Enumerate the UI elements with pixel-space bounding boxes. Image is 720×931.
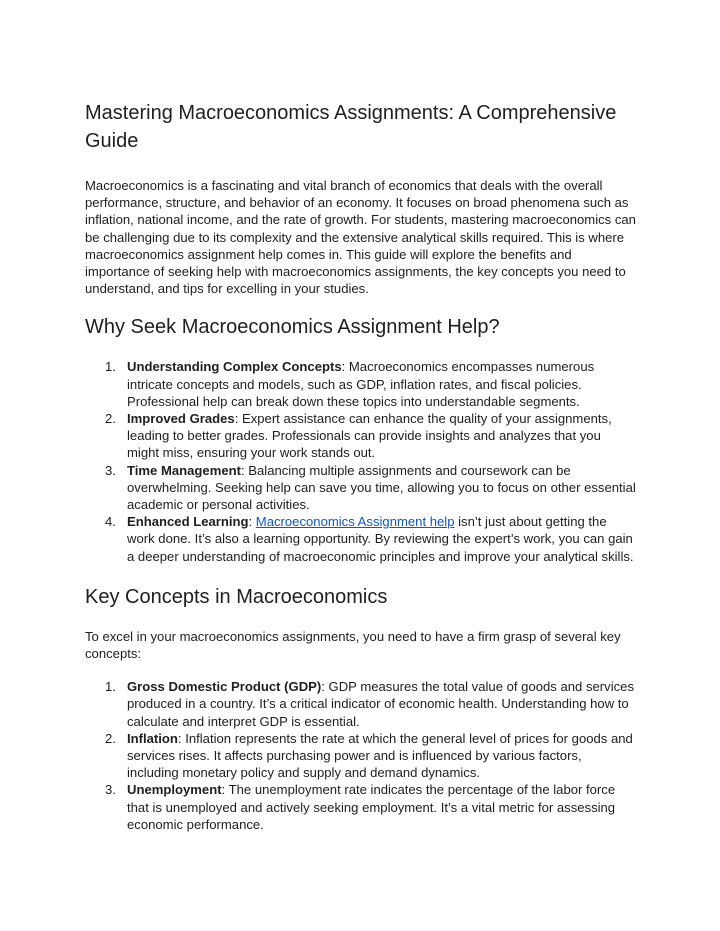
list-item (85, 462, 636, 514)
list-item-text: : Expert assistance can enhance the quality of your assignments, leading to better grades. Professionals can provide insights and analyzes that you might miss, ensuring your work stands out. (127, 411, 612, 461)
list-item (85, 730, 636, 782)
list-item (85, 358, 636, 410)
list-number: 3. (105, 782, 116, 798)
list-item-term: Inflation (127, 730, 178, 746)
list-item (85, 781, 636, 833)
list-item-text: : Balancing multiple assignments and coursework can be overwhelming. Seeking help can save you time, allowing you to focus on other essential academic or personal activities. (127, 462, 636, 513)
list-item-text: : The unemployment rate indicates the percentage of the labor force that is unemployed and actively seeking employment. It’s a vital metric for assessing economic performance. (127, 782, 616, 832)
list-item-term: Enhanced Learning (127, 514, 249, 530)
list-number: 2. (105, 730, 116, 746)
list-item-term: Gross Domestic Product (GDP) (127, 679, 322, 695)
document-title: Mastering Macroeconomics Assignments: A Comprehensive Guide (85, 102, 617, 152)
list-item (85, 513, 636, 565)
list-number: 4. (105, 514, 116, 530)
list-number: 3. (105, 462, 116, 478)
benefits-list (85, 358, 636, 564)
list-number: 1. (105, 679, 116, 695)
macroeconomics-assignment-help-link[interactable]: Macroeconomics Assignment help (255, 514, 455, 530)
list-item (85, 410, 636, 462)
section-heading-why-seek-help: Why Seek Macroeconomics Assignment Help? (85, 316, 500, 339)
list-item-text: : Macroeconomics encompasses numerous intricate concepts and models, such as GDP, inflation rates, and fiscal policies. Professional help can break down these topics into understandable segments. (127, 359, 595, 409)
list-item-term: Unemployment (127, 782, 222, 798)
list-item-term: Time Management (127, 462, 241, 478)
list-number: 1. (105, 359, 116, 375)
list-item-text: : Inflation represents the rate at which the general level of prices for goods and services rises. It affects purchasing power and is influenced by various factors, including monetary policy and supply and demand dynamics. (127, 730, 633, 781)
list-item-text: isn’t just about getting the work done. It’s also a learning opportunity. By reviewing the expert’s work, you can gain a deeper understanding of macroeconomic principles and improve your analytical skills. (127, 514, 634, 564)
list-number: 2. (105, 411, 116, 427)
key-concepts-list (85, 678, 636, 833)
list-item-colon: : (248, 514, 256, 530)
list-item-term: Understanding Complex Concepts (127, 359, 342, 375)
intro-paragraph: Macroeconomics is a fascinating and vital branch of economics that deals with the overall performance, structure, and behavior of an economy. It focuses on broad phenomena such as inflation, national income, and the rate of growth. For students, mastering macroeconomics can be challenging due to its complexity and the extensive analytical skills required. This is where macroeconomics assignment help comes in. This guide will explore the benefits and importance of seeking help with macroeconomics assignments, the key concepts you need to understand, and tips for excelling in your studies. (85, 178, 636, 297)
list-item-term: Improved Grades (127, 411, 235, 427)
section-heading-key-concepts: Key Concepts in Macroeconomics (85, 585, 388, 608)
list-item-text: : GDP measures the total value of goods and services produced in a country. It’s a critical indicator of economic health. Understanding how to calculate and interpret GDP is essential. (127, 679, 634, 729)
list-item (85, 678, 636, 730)
key-concepts-lead: To excel in your macroeconomics assignments, you need to have a firm grasp of several key concepts: (85, 628, 621, 662)
